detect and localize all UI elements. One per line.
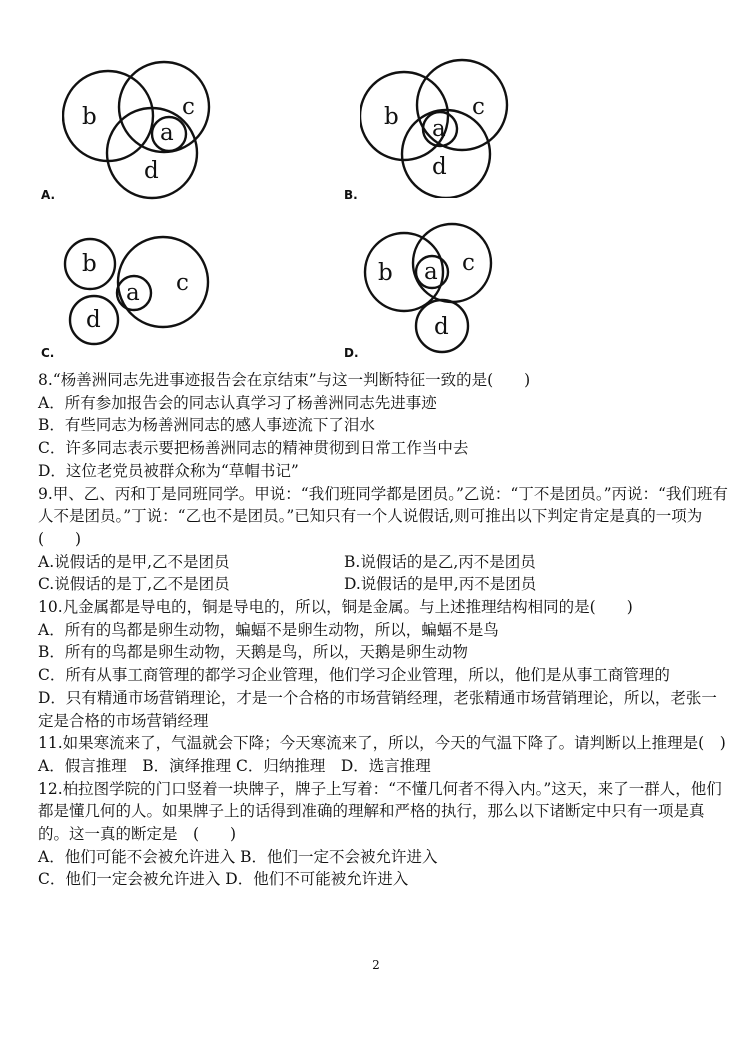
question-10-option-a: A．所有的鸟都是卵生动物，蝙蝠不是卵生动物，所以，蝙蝠不是鸟 [38, 620, 499, 639]
question-11-options: A．假言推理 B．演绎推理 C．归纳推理 D．选言推理 [38, 756, 431, 775]
question-9-option-c: C.说假话的是丁,乙不是团员 [38, 575, 230, 594]
question-10-option-c: C．所有从事工商管理的都学习企业管理，他们学习企业管理，所以，他们是从事工商管理的 [38, 666, 670, 685]
question-8-option-b: B．有些同志为杨善洲同志的感人事迹流下了泪水 [38, 416, 375, 435]
label-b: b [378, 260, 393, 286]
venn-diagram-a [62, 58, 242, 200]
option-label-a: A. [41, 188, 56, 202]
label-d: d [144, 158, 159, 184]
question-9-stem: 9.甲、乙、丙和丁是同班同学。甲说：“我们班同学都是团员。”乙说：“丁不是团员。”丙说：“我们班有人不是团员。”丁说：“乙也不是团员。”已知只有一个人说假话,则可推出以下判定肯定是真的一项为( ) [38, 484, 728, 548]
option-label-c: C. [41, 346, 55, 360]
label-b: b [82, 251, 97, 277]
question-9-options-row-2 [38, 573, 728, 596]
option-label-d: D. [344, 346, 359, 360]
question-12-options-row-2: C．他们一定会被允许进入 D．他们不可能被允许进入 [38, 870, 409, 889]
label-b: b [384, 104, 399, 130]
question-12-options-row-1: A．他们可能不会被允许进入 B．他们一定不会被允许进入 [38, 847, 438, 866]
label-c: c [462, 250, 475, 276]
venn-diagram-c [60, 234, 240, 346]
page-number: 2 [372, 958, 380, 972]
question-8-option-c: C．许多同志表示要把杨善洲同志的精神贯彻到日常工作当中去 [38, 439, 469, 458]
question-8-option-a: A．所有参加报告会的同志认真学习了杨善洲同志先进事迹 [38, 393, 437, 412]
question-8-option-d: D．这位老党员被群众称为“草帽书记” [38, 461, 299, 480]
label-a: a [126, 280, 140, 306]
label-a: a [432, 116, 446, 142]
option-label-b: B. [344, 188, 358, 202]
circle-c [417, 60, 507, 150]
question-10-option-d: D．只有精通市场营销理论，才是一个合格的市场营销经理，老张精通市场营销理论，所以，老张一定是合格的市场营销经理 [38, 688, 717, 730]
label-b: b [82, 104, 97, 130]
label-c: c [472, 94, 485, 120]
label-a: a [160, 120, 174, 146]
question-10-option-b: B．所有的鸟都是卵生动物，天鹅是鸟，所以，天鹅是卵生动物 [38, 643, 468, 662]
question-10-stem: 10.凡金属都是导电的，铜是导电的，所以，铜是金属。与上述推理结构相同的是( ) [38, 598, 633, 617]
question-9-options-row-1 [38, 551, 728, 574]
label-d: d [434, 314, 449, 340]
venn-diagram-d [360, 222, 540, 356]
question-8-stem: 8.“杨善洲同志先进事迹报告会在京结束”与这一判断特征一致的是( ) [38, 371, 531, 389]
label-d: d [432, 154, 447, 180]
venn-diagram-b [360, 56, 540, 198]
question-9-option-a: A.说假话的是甲,乙不是团员 [38, 552, 230, 571]
question-11-stem: 11.如果寒流来了，气温就会下降；今天寒流来了，所以，今天的气温下降了。请判断以上推理是( ) [38, 734, 726, 753]
label-c: c [182, 94, 195, 120]
label-c: c [176, 270, 189, 296]
question-12-stem: 12.柏拉图学院的门口竖着一块牌子，牌子上写着：“不懂几何者不得入内。”这天，来了一群人，他们都是懂几何的人。如果牌子上的话得到准确的理解和严格的执行，那么以下诸断定中只有一项是真的。这一真的断定是 ( ) [38, 779, 722, 844]
question-9-option-b: B.说假话的是乙,丙不是团员 [344, 552, 536, 571]
label-a: a [424, 259, 438, 285]
question-list [38, 369, 728, 891]
question-9-option-d: D.说假话的是甲,丙不是团员 [344, 575, 537, 594]
label-d: d [86, 307, 101, 333]
